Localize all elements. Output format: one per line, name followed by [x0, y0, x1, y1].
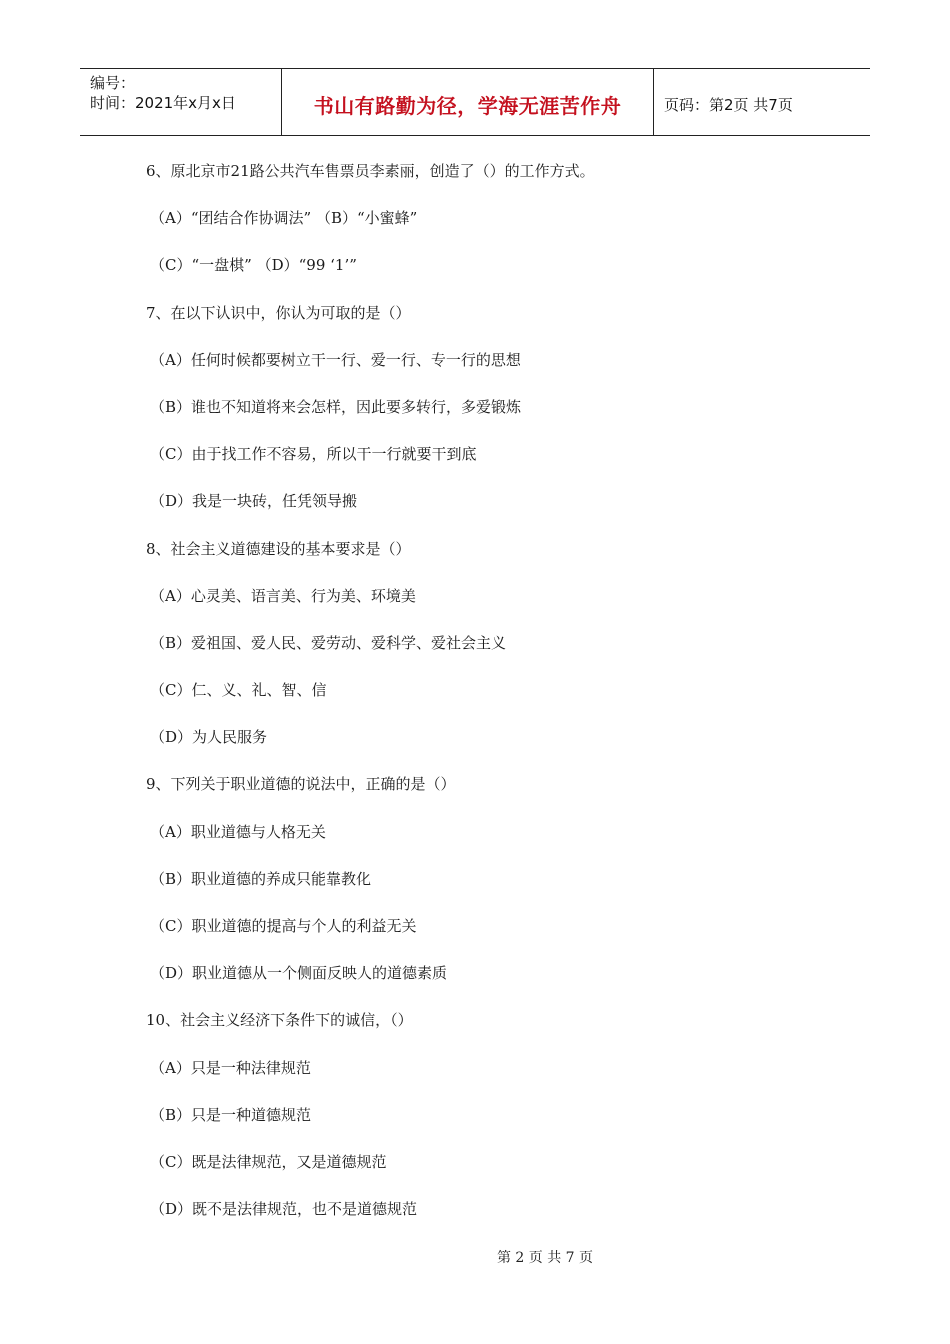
header-page-cell — [654, 69, 870, 135]
answer-option: （B）爱祖国、爱人民、爱劳动、爱科学、爱社会主义 — [150, 633, 507, 652]
answer-option: （A）心灵美、语言美、行为美、环境美 — [150, 586, 416, 605]
answer-option: （A）任何时候都要树立干一行、爱一行、专一行的思想 — [150, 350, 521, 369]
answer-option: （B）谁也不知道将来会怎样，因此要多转行，多爱锻炼 — [150, 397, 522, 416]
question-text: 10、社会主义经济下条件下的诚信，（） — [146, 1011, 413, 1030]
question-list — [146, 158, 846, 1243]
page-footer — [0, 1247, 950, 1267]
answer-option: （C）仁、义、礼、智、信 — [150, 681, 327, 700]
answer-option: （B）只是一种道德规范 — [150, 1105, 312, 1124]
answer-option: （A）“团结合作协调法” （B）“小蜜蜂” — [150, 209, 418, 228]
answer-option: （C）既是法律规范，又是道德规范 — [150, 1152, 387, 1171]
question-text: 7、在以下认识中，你认为可取的是（） — [146, 303, 411, 322]
answer-option: （A）只是一种法律规范 — [150, 1058, 311, 1077]
page-header — [80, 68, 870, 136]
header-motto: 书山有路勤为径，学海无涯苦作舟 — [313, 93, 622, 118]
answer-option: （C）职业道德的提高与个人的利益无关 — [150, 917, 417, 935]
question-text: 8、社会主义道德建设的基本要求是（） — [146, 539, 411, 558]
answer-option: （A）职业道德与人格无关 — [150, 822, 326, 841]
document-number-label: 编号： — [90, 74, 136, 92]
document-time-label: 时间：2021年x月x日 — [90, 94, 236, 112]
header-page-label: 页码：第2页 共7页 — [664, 95, 793, 114]
answer-option: （D）既不是法律规范，也不是道德规范 — [150, 1200, 418, 1219]
answer-option: （D）职业道德从一个侧面反映人的道德素质 — [150, 964, 448, 983]
answer-option: （D）我是一块砖，任凭领导搬 — [150, 492, 358, 511]
question-text: 9、下列关于职业道德的说法中，正确的是（） — [146, 775, 456, 794]
question-text: 6、原北京市21路公共汽车售票员李素丽，创造了（）的工作方式。 — [146, 162, 595, 180]
answer-option: （B）职业道德的养成只能靠教化 — [150, 869, 372, 888]
answer-option: （D）为人民服务 — [150, 728, 268, 747]
footer-page-number: 第 2 页 共 7 页 — [496, 1250, 594, 1266]
answer-option: （C）由于找工作不容易，所以干一行就要干到底 — [150, 445, 477, 464]
answer-option: （C）“一盘棋” （D）“99 ‘1’” — [150, 256, 357, 275]
header-meta — [80, 69, 282, 135]
header-motto-cell — [282, 69, 654, 135]
